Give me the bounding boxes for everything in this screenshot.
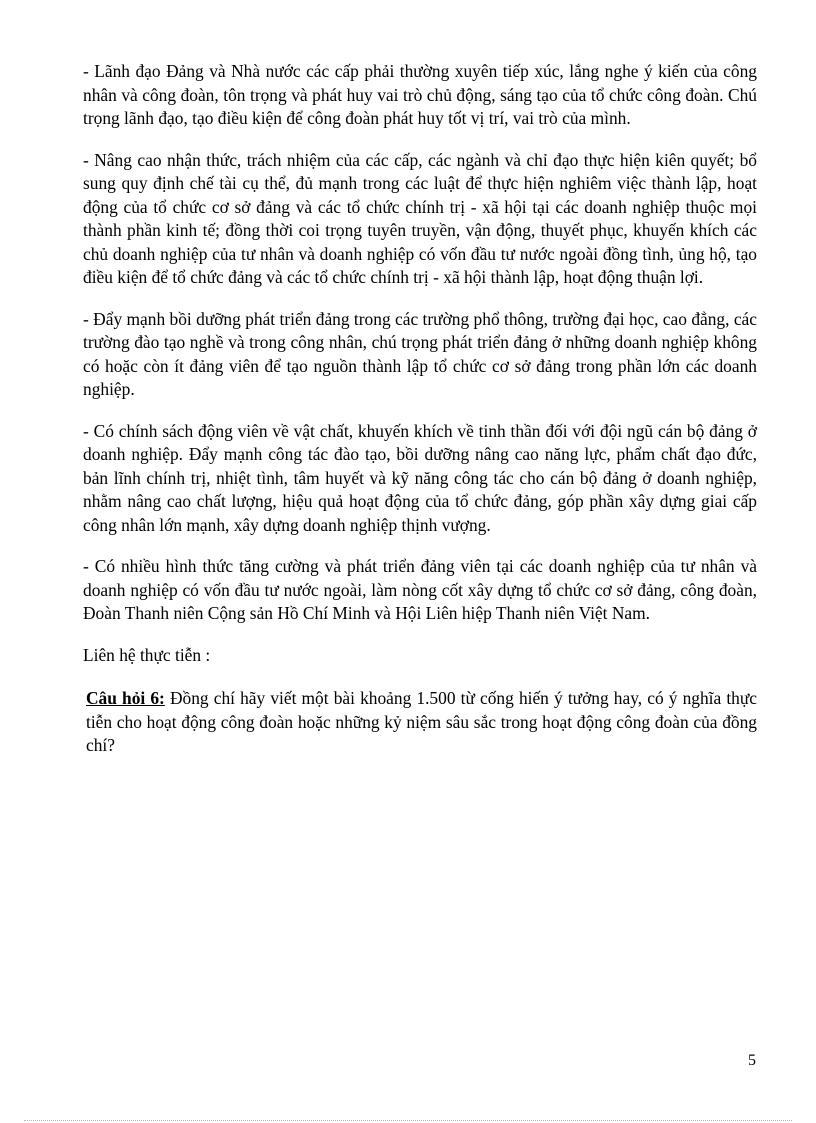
paragraph-awareness: - Nâng cao nhận thức, trách nhiệm của các cấp, các ngành và chỉ đạo thực hiện kiên quyết; bổ sung quy định chế tài cụ thể, đủ mạnh trong các luật để thực hiện nghiêm việc thành lập, hoạt động của tổ chức cơ sở đảng và các tổ chức chính trị - xã hội tại các doanh nghiệp thuộc mọi thành phần kinh tế; đồng thời coi trọng tuyên truyền, vận động, thuyết phục, khuyến khích các chủ doanh nghiệp của tư nhân và doanh nghiệp có vốn đầu tư nước ngoài đồng tình, ủng hộ, tạo điều kiện để tổ chức đảng và các tổ chức chính trị - xã hội thành lập, hoạt động thuận lợi. bbox=[83, 149, 757, 287]
page-bottom-divider bbox=[24, 1120, 792, 1121]
question-text: Đồng chí hãy viết một bài khoảng 1.500 từ cống hiến ý tưởng hay, có ý nghĩa thực tiễn cho hoạt động công đoàn hoặc những kỷ niệm sâu sắc trong hoạt động công đoàn của đồng chí? bbox=[86, 688, 757, 755]
question-6 bbox=[83, 687, 757, 758]
paragraph-party-development: - Đẩy mạnh bồi dưỡng phát triển đảng trong các trường phổ thông, trường đại học, cao đẳng, các trường đào tạo nghề và trong công nhân, chú trọng phát triển đảng ở những doanh nghiệp không có hoặc còn ít đảng viên để tạo nguồn thành lập tổ chức cơ sở đảng trong phần lớn các doanh nghiệp. bbox=[83, 308, 757, 399]
paragraph-incentive-policy: - Có chính sách động viên về vật chất, khuyến khích về tinh thần đối với đội ngũ cán bộ đảng ở doanh nghiệp. Đẩy mạnh công tác đào tạo, bồi dưỡng nâng cao năng lực, phẩm chất đạo đức, bản lĩnh chính trị, nhiệt tình, tâm huyết và kỹ năng công tác cho cán bộ đảng ở doanh nghiệp, nhằm nâng cao chất lượng, hiệu quả hoạt động của tổ chức đảng, góp phần xây dựng giai cấp công nhân lớn mạnh, xây dựng doanh nghiệp thịnh vượng. bbox=[83, 420, 757, 535]
practice-label: Liên hệ thực tiễn : bbox=[83, 644, 211, 665]
page-number: 5 bbox=[748, 1052, 756, 1069]
paragraph-leadership: - Lãnh đạo Đảng và Nhà nước các cấp phải thường xuyên tiếp xúc, lắng nghe ý kiến của công nhân và công đoàn, tôn trọng và phát huy vai trò chủ động, sáng tạo của tổ chức công đoàn. Chú trọng lãnh đạo, tạo điều kiện để công đoàn phát huy tốt vị trí, vai trò của mình. bbox=[83, 61, 757, 128]
question-label: Câu hỏi 6: bbox=[86, 688, 165, 708]
paragraph-forms-of-strengthening: - Có nhiều hình thức tăng cường và phát triển đảng viên tại các doanh nghiệp của tư nhân và doanh nghiệp có vốn đầu tư nước ngoài, làm nòng cốt xây dựng tổ chức cơ sở đảng, công đoàn, Đoàn Thanh niên Cộng sản Hồ Chí Minh và Hội Liên hiệp Thanh niên Việt Nam. bbox=[83, 556, 757, 623]
document-body bbox=[83, 60, 757, 776]
